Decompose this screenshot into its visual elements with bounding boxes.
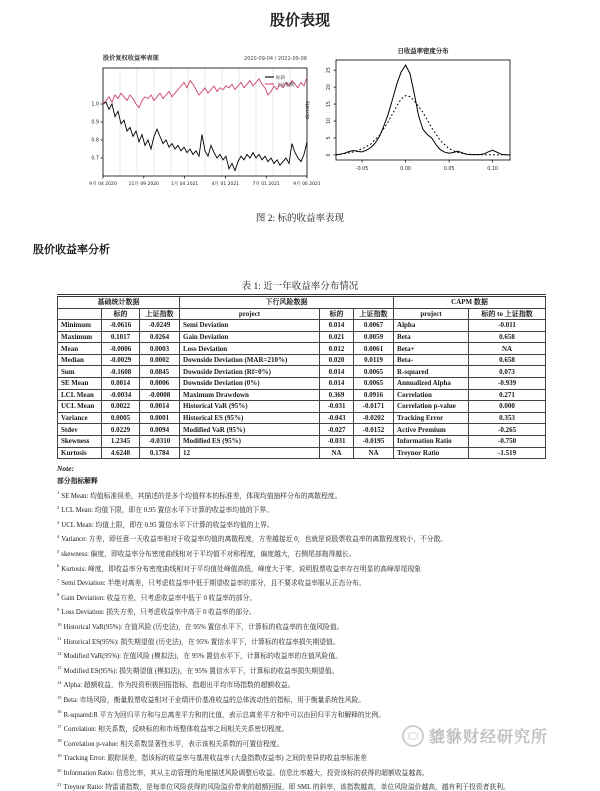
table-row	[58, 447, 546, 459]
stat-name-cell: Sum	[58, 366, 102, 378]
value-cell: 0.014	[320, 320, 354, 332]
value-cell: NA	[469, 343, 546, 355]
stat-name-cell: Minimum	[58, 320, 102, 332]
footnote-text: Tracking Error: 跟踪误差，指该标的收益率与基准收益率 (大盘指数收益率) 之间的差异的收益率标准差	[63, 755, 367, 763]
footnote	[57, 767, 557, 777]
x-tick-label: 4月 01 2021	[211, 182, 240, 187]
x-tick-label: 0.00	[400, 167, 411, 172]
value-cell: 0.073	[469, 366, 546, 378]
footnote-number: 11	[57, 636, 62, 642]
project-cell: Tracking Error	[394, 412, 469, 424]
value-cell: 0.0264	[140, 331, 180, 343]
watermark-text: 貔貅财经研究所	[428, 729, 548, 746]
y-tick-label: 0	[327, 153, 332, 157]
x-tick-label: 0.10	[487, 167, 498, 172]
footnote-number: 9	[57, 607, 60, 613]
column-header: project	[180, 308, 320, 320]
project-cell: Beta	[394, 331, 469, 343]
footnote	[57, 621, 557, 631]
value-cell: -0.0171	[354, 401, 394, 413]
footnote	[57, 533, 557, 543]
value-cell: -0.031	[320, 401, 354, 413]
y-tick-label: 25	[327, 67, 332, 74]
table-caption: 表 1: 近一年收益率分布情况	[241, 282, 359, 292]
project-cell: Downside Deviation (MAR=210%)	[180, 354, 320, 366]
column-group-header: CAPM 数据	[394, 296, 546, 309]
footnote-text: Treynor Ratio: 特雷诺指数，是每单位风险获得的风险溢价带来的超额回报，即 SML 的斜率，该指数越高，单位风险溢价越高，越有利于投资者获利。	[63, 784, 510, 791]
density-curve-dotted	[336, 96, 510, 155]
plot-box	[336, 60, 510, 160]
footnote-number: 21	[57, 782, 62, 788]
value-cell: 0.0001	[140, 412, 180, 424]
value-cell: -0.0202	[354, 412, 394, 424]
value-cell: 0.0065	[354, 366, 394, 378]
table-row	[58, 320, 546, 332]
value-cell: 0.0094	[140, 424, 180, 436]
project-cell: Semi Deviation	[180, 320, 320, 332]
table-row	[58, 401, 546, 413]
chart-title: 日收益率密度分布	[397, 47, 449, 55]
project-cell: Loss Deviation	[180, 343, 320, 355]
value-cell: -0.0195	[354, 435, 394, 447]
column-group-header: 基础统计数据	[58, 296, 180, 309]
value-cell: 0.0845	[140, 366, 180, 378]
project-cell: Modified VaR (95%)	[180, 424, 320, 436]
y-tick-label: 0.9	[91, 120, 99, 126]
value-cell: 0.0006	[140, 378, 180, 390]
footnote-number: 3	[57, 519, 60, 525]
y-tick-label: 15	[327, 101, 332, 108]
column-header: 标的	[320, 308, 354, 320]
footnote-number: 7	[57, 577, 60, 583]
footnote-text: Gain Deviation: 收益方差，只考虑收益率中低于 0 收益率的部分。	[61, 594, 257, 602]
project-cell: Modified ES (95%)	[180, 435, 320, 447]
project-cell: R-squared	[394, 366, 469, 378]
footnote	[57, 679, 557, 689]
value-cell: 4.6248	[102, 447, 140, 459]
footnote-text: LCL Mean: 均值下限，即在 0.95 置信水平下计算的收益率均值的下界。	[61, 507, 274, 515]
value-cell: 0.0065	[354, 378, 394, 390]
value-cell: 0.014	[320, 366, 354, 378]
density-curve-solid	[336, 65, 510, 155]
value-cell: -0.0034	[102, 389, 140, 401]
x-tick-label: 1月 04 2021	[170, 182, 199, 187]
footnote-number: 1	[57, 490, 60, 496]
value-cell: -0.0152	[354, 424, 394, 436]
value-cell: 0.0229	[102, 424, 140, 436]
value-cell: 0.0022	[102, 401, 140, 413]
project-cell: Beta+	[394, 343, 469, 355]
column-header: 上证指数	[140, 308, 180, 320]
footnote	[57, 665, 557, 675]
value-cell: -0.011	[469, 320, 546, 332]
x-tick-label: 9月 06 2021	[293, 182, 321, 187]
value-cell: 0.271	[469, 389, 546, 401]
column-header: 上证指数	[354, 308, 394, 320]
footnote-text: skewness: 偏度，即收益率分布密度曲线相对于平均值不对称程度，偏度越大，右侧尾部拖得越长。	[61, 550, 356, 558]
value-cell: NA	[320, 447, 354, 459]
y-tick-label: 0.7	[91, 156, 99, 162]
footnote-number: 2	[57, 504, 60, 510]
x-tick-label: -0.05	[355, 167, 369, 172]
column-header: 标的 to 上证指数	[469, 308, 546, 320]
column-header: project	[394, 308, 469, 320]
notes-subtitle: 部分指标解释	[57, 478, 98, 485]
stat-name-cell: SE Mean	[58, 378, 102, 390]
footnote-text: Beta: 市场风险，衡量股票收益相对于业绩评价基准收益的总体波动性的指标，用于衡量系统性风险。	[63, 696, 366, 704]
value-cell: 0.0003	[140, 343, 180, 355]
stat-name-cell: LCL Mean	[58, 389, 102, 401]
stat-name-cell: Skewness	[58, 435, 102, 447]
value-cell: 0.1784	[140, 447, 180, 459]
footnote-text: Kurtosis: 峰度，即收益率分布密度曲线相对于平均值处峰值高低，峰度大于零，说明股票收益率存在明显的高峰厚尾现象	[61, 565, 421, 573]
footnote-text: Modified ES(95%): 损失期望值 (模拟法)，在 95% 置信水平下，计算标的收益率损失期望值。	[63, 667, 339, 675]
value-cell: -0.0029	[102, 354, 140, 366]
chart-date-range: 2020-09-04 / 2021-09-06	[244, 56, 307, 62]
footnote	[57, 592, 557, 602]
footnote	[57, 694, 557, 704]
footnote-number: 17	[57, 723, 62, 729]
project-cell: Alpha	[394, 320, 469, 332]
stat-name-cell: Stdev	[58, 424, 102, 436]
watermark-logo-icon	[402, 725, 424, 747]
footnote	[57, 606, 557, 616]
footnote-number: 4	[57, 534, 60, 540]
column-group-header: 下行风险数据	[180, 296, 394, 309]
value-cell: -1.519	[469, 447, 546, 459]
project-cell: Correlation	[394, 389, 469, 401]
footnote-text: Loss Deviation: 损失方差，只考虑收益率中高于 0 收益率的部分。	[61, 609, 256, 617]
footnote-number: 5	[57, 548, 60, 554]
project-cell: Active Premium	[394, 424, 469, 436]
footnote-text: Correlation p-value: 相关系数显著性水平，表示该相关系数的可置信程度。	[63, 740, 284, 748]
x-tick-label: 7月 01 2021	[252, 182, 280, 187]
y-tick-label: 20	[327, 84, 332, 91]
project-cell: Historical VaR (95%)	[180, 401, 320, 413]
table-row	[58, 331, 546, 343]
stat-name-cell: Kurtosis	[58, 447, 102, 459]
x-tick-label: 9月 04 2020	[89, 182, 117, 187]
project-cell: Beta-	[394, 354, 469, 366]
project-cell: Annualized Alpha	[394, 378, 469, 390]
value-cell: -0.0249	[140, 320, 180, 332]
value-cell: 0.658	[469, 354, 546, 366]
footnote	[57, 752, 557, 762]
footnote	[57, 577, 557, 587]
footnote-number: 8	[57, 592, 60, 598]
column-header	[58, 308, 102, 320]
return-density-chart	[300, 42, 522, 200]
column-header: 标的	[102, 308, 140, 320]
footnote	[57, 548, 557, 558]
value-cell: 0.353	[469, 412, 546, 424]
value-cell: 0.014	[320, 378, 354, 390]
project-cell: Downside Deviation (Rf=0%)	[180, 366, 320, 378]
footnote-text: Alpha: 超额收益，作为投资积极回报指标，指超出平均市场指数的超额收益。	[63, 682, 295, 690]
footnote	[57, 636, 557, 646]
value-cell: -0.265	[469, 424, 546, 436]
stat-name-cell: UCL Mean	[58, 401, 102, 413]
footnote-number: 18	[57, 738, 62, 744]
value-cell: 0.1017	[102, 331, 140, 343]
value-cell: 0.0119	[354, 354, 394, 366]
footnote-number: 19	[57, 753, 62, 759]
y-tick-label: 10	[327, 117, 332, 125]
page-title: 股价表现	[269, 12, 330, 29]
chart-title: 股价复权收益率表现	[103, 55, 159, 62]
footnote	[57, 504, 557, 514]
value-cell: -0.0008	[140, 389, 180, 401]
value-cell: 0.000	[469, 401, 546, 413]
watermark	[402, 724, 548, 747]
project-cell: Gain Deviation	[180, 331, 320, 343]
value-cell: 0.0067	[354, 320, 394, 332]
table-row	[58, 389, 546, 401]
table-row	[58, 378, 546, 390]
value-cell: 1.2345	[102, 435, 140, 447]
footnote-text: Correlation: 相关系数，反映标的和市场整体收益率之间相关关系密切程度。	[63, 726, 289, 734]
value-cell: 0.021	[320, 331, 354, 343]
footnote-text: Historical ES(95%): 损失期望值 (历史法)，在 95% 置信水平下，计算标的收益率损失期望值。	[63, 638, 340, 646]
footnote-number: 13	[57, 665, 62, 671]
y-axis-label: density	[305, 100, 311, 120]
legend-label: 标的	[276, 75, 286, 81]
value-cell: 0.0014	[102, 378, 140, 390]
footnote-text: Information Ratio: 信息比率，其从主动管理的角度描述风险调整后收益。信息比率越大，投资该标的获得的超额收益越高。	[63, 769, 429, 777]
footnote	[57, 519, 557, 529]
figure-caption: 图 2: 标的收益率表现	[255, 214, 345, 224]
value-cell: -0.1608	[102, 366, 140, 378]
project-cell: 12	[180, 447, 320, 459]
footnote-number: 20	[57, 767, 62, 773]
value-cell: -0.939	[469, 378, 546, 390]
table-row	[58, 354, 546, 366]
footnote-text: UCL Mean: 均值上限，即在 0.95 置信水平下计算的收益率均值的上界。	[61, 521, 274, 529]
footnote	[57, 563, 557, 573]
stat-name-cell: Mean	[58, 343, 102, 355]
y-tick-label: 0.8	[91, 138, 99, 144]
value-cell: -0.027	[320, 424, 354, 436]
footnote-number: 15	[57, 694, 62, 700]
section-heading: 股价收益率分析	[33, 244, 110, 256]
value-cell: 0.0014	[140, 401, 180, 413]
footnote-text: SE Mean: 均值标准误差，其描述的是多个均值样本的标准差，体现均值抽样分布的离散程度。	[61, 492, 342, 500]
value-cell: -0.043	[320, 412, 354, 424]
footnote-number: 16	[57, 709, 62, 715]
value-cell: 0.0005	[102, 412, 140, 424]
project-cell: Historical ES (95%)	[180, 412, 320, 424]
value-cell: -0.031	[320, 435, 354, 447]
footnote-number: 10	[57, 621, 62, 627]
x-tick-label: 0.05	[443, 167, 455, 172]
footnote-text: Semi Deviation: 半绝对离差，只考虑收益率中低于期望收益率的部分，且不要求收益率服从正态分布。	[61, 580, 366, 588]
value-cell: -0.0310	[140, 435, 180, 447]
footnote	[57, 650, 557, 660]
value-cell: 0.0002	[140, 354, 180, 366]
footnote-number: 12	[57, 650, 62, 656]
footnote-text: Modified VaR(95%): 在值风险 (模拟法)，在 95% 置信水平下，计算标的收益率的在值风险值。	[63, 653, 342, 661]
footnote	[57, 490, 557, 500]
value-cell: 0.0061	[354, 343, 394, 355]
footnote-number: 14	[57, 680, 62, 686]
footnote-text: R-squared:R 平方为回归平方和与总离差平方和的比值，表示总离差平方和中可以由回归平方和解释的比例。	[63, 711, 386, 719]
value-cell: NA	[354, 447, 394, 459]
value-cell: 0.012	[320, 343, 354, 355]
x-tick-label: 11月 09 2020	[128, 182, 159, 187]
project-cell: Downside Deviation (0%)	[180, 378, 320, 390]
price-performance-chart	[83, 48, 321, 200]
project-cell: Correlation p-value	[394, 401, 469, 413]
footnote-number: 6	[57, 563, 60, 569]
project-cell: Maximum Drawdown	[180, 389, 320, 401]
y-tick-label: 1.0	[91, 102, 99, 108]
returns-statistics-table	[57, 294, 546, 459]
stat-name-cell: Variance	[58, 412, 102, 424]
legend-label: 上证指数	[276, 82, 295, 88]
value-cell: 0.658	[469, 331, 546, 343]
value-cell: 0.020	[320, 354, 354, 366]
stat-name-cell: Median	[58, 354, 102, 366]
project-cell: Treynor Ratio	[394, 447, 469, 459]
footnote	[57, 709, 557, 719]
project-cell: Information Ratio	[394, 435, 469, 447]
value-cell: 0.0916	[354, 389, 394, 401]
value-cell: -0.0006	[102, 343, 140, 355]
stat-name-cell: Maximum	[58, 331, 102, 343]
table-row	[58, 412, 546, 424]
footnote-text: Historical VaR(95%): 在值风险 (历史法)，在 95% 置信水平下，计算标的收益率的在值风险值。	[63, 623, 344, 631]
footnote-text: Variance: 方差，即任意一天收益率相对于收益率均值的离散程度，方差越接近 0，也就是说股票收益率的离散程度较小，不分散。	[61, 536, 448, 544]
value-cell: 0.0059	[354, 331, 394, 343]
table-row	[58, 343, 546, 355]
table-row	[58, 366, 546, 378]
y-tick-label: 5	[327, 136, 332, 140]
note-label: Note:	[57, 464, 75, 473]
table-row	[58, 424, 546, 436]
value-cell: 0.369	[320, 389, 354, 401]
value-cell: -0.0616	[102, 320, 140, 332]
footnote	[57, 781, 557, 791]
value-cell: -0.750	[469, 435, 546, 447]
table-row	[58, 435, 546, 447]
